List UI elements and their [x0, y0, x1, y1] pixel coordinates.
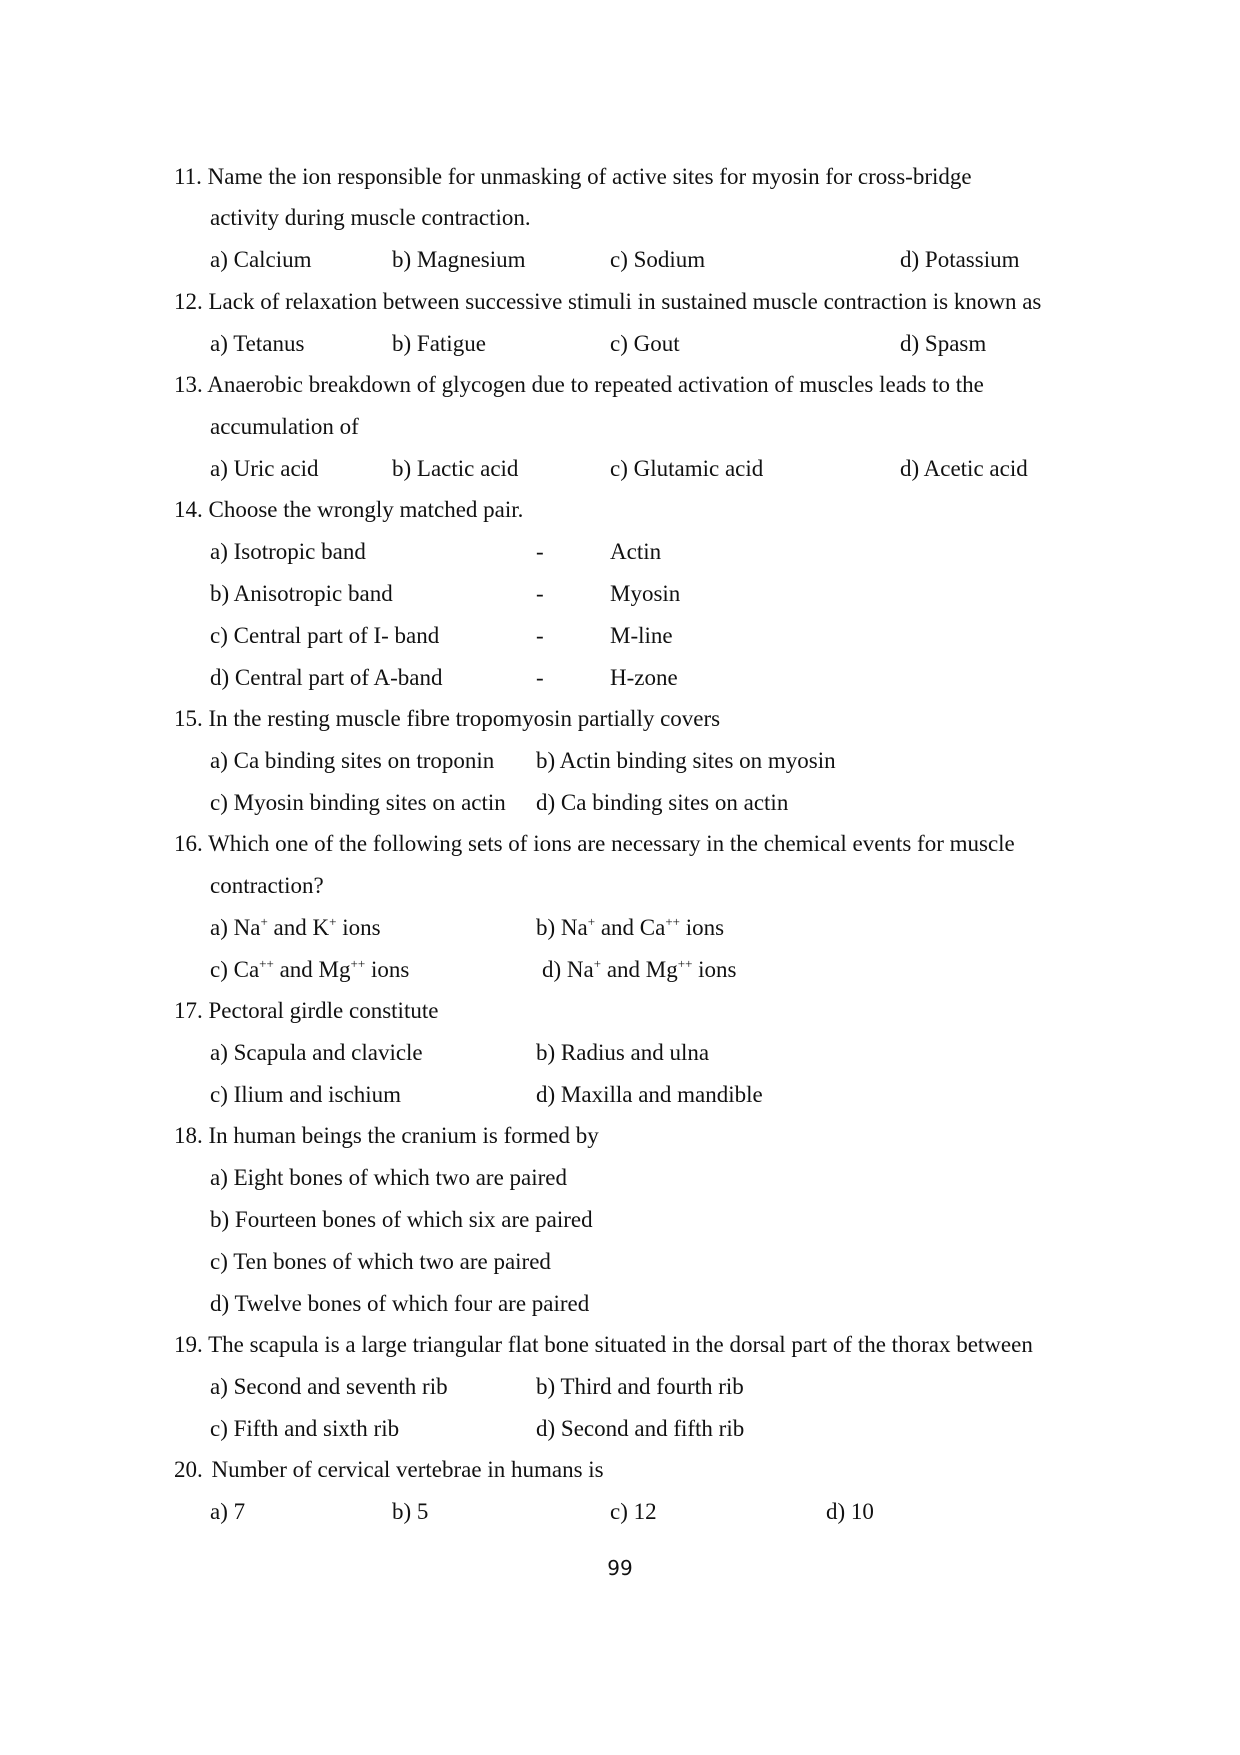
question-number: 12. [174, 289, 203, 314]
question-text: Name the ion responsible for unmasking of active sites for myosin for cross-bridge [207, 164, 972, 189]
pair-left: d) Central part of A-band [210, 665, 443, 690]
question-text: Anaerobic breakdown of glycogen due to repeated activation of muscles leads to the [207, 372, 984, 397]
question-text: In human beings the cranium is formed by [208, 1123, 599, 1148]
option-a: a) Second and seventh rib [210, 1374, 448, 1399]
question-18 [174, 1124, 599, 1147]
option-c: c) Gout [610, 331, 680, 356]
option-d: d) 10 [826, 1499, 874, 1524]
option-c [210, 958, 409, 981]
question-number: 11. [174, 164, 202, 189]
charge-superscript: + [329, 914, 337, 929]
charge-superscript: ++ [259, 956, 274, 971]
question-number: 14. [174, 497, 203, 522]
charge-superscript: ++ [350, 956, 366, 971]
option-text: ions [680, 915, 725, 940]
option-d: d) Twelve bones of which four are paired [210, 1291, 590, 1316]
option-d: d) Maxilla and mandible [536, 1082, 763, 1107]
question-text: Choose the wrongly matched pair. [208, 497, 524, 522]
question-number: 17. [174, 998, 203, 1023]
option-b: b) Fourteen bones of which six are paired [210, 1207, 593, 1232]
option-d: d) Second and fifth rib [536, 1416, 745, 1441]
question-19 [174, 1333, 1033, 1356]
question-number: 15. [174, 706, 203, 731]
question-number: 13. [174, 372, 203, 397]
option-b: b) Actin binding sites on myosin [536, 748, 836, 773]
option-d: d) Potassium [900, 247, 1020, 272]
option-c: c) Ilium and ischium [210, 1082, 401, 1107]
option-b [536, 916, 724, 939]
question-14 [174, 498, 523, 521]
pair-dash: - [536, 539, 544, 564]
option-a [210, 916, 381, 939]
option-d: d) Acetic acid [900, 456, 1028, 481]
charge-superscript: + [593, 956, 602, 971]
option-a: a) Uric acid [210, 456, 319, 481]
question-number: 18. [174, 1123, 203, 1148]
question-12 [174, 290, 1041, 313]
question-text-continued: contraction? [210, 873, 324, 898]
option-b: b) Lactic acid [392, 456, 519, 481]
question-text-continued: accumulation of [210, 414, 359, 439]
option-a: a) Ca binding sites on troponin [210, 748, 495, 773]
charge-superscript: ++ [677, 956, 693, 971]
question-text: Pectoral girdle constitute [208, 998, 439, 1023]
page-number: 99 [607, 1556, 633, 1580]
option-c: c) 12 [610, 1499, 657, 1524]
pair-right: H-zone [610, 665, 678, 690]
pair-dash: - [536, 623, 544, 648]
question-11 [174, 165, 972, 188]
option-b: b) 5 [392, 1499, 429, 1524]
question-number: 20. [174, 1457, 203, 1482]
pair-left: a) Isotropic band [210, 539, 366, 564]
charge-superscript: + [587, 914, 596, 929]
pair-left: b) Anisotropic band [210, 581, 393, 606]
question-number: 19. [174, 1332, 203, 1357]
option-a: a) 7 [210, 1499, 246, 1524]
pair-right: M-line [610, 623, 673, 648]
option-text: and K [267, 915, 330, 940]
pair-right: Actin [610, 539, 662, 564]
question-text: Which one of the following sets of ions are necessary in the chemical events for muscle [208, 831, 1015, 856]
pair-left: c) Central part of I- band [210, 623, 440, 648]
question-text: In the resting muscle fibre tropomyosin partially covers [208, 706, 721, 731]
option-text: ions [692, 957, 737, 982]
option-d: d) Ca binding sites on actin [536, 790, 789, 815]
question-15 [174, 707, 720, 730]
option-text: and Mg [273, 957, 351, 982]
option-b: b) Radius and ulna [536, 1040, 710, 1065]
option-d [542, 958, 737, 981]
option-text: and Mg [601, 957, 678, 982]
question-17 [174, 999, 438, 1022]
option-d: d) Spasm [900, 331, 987, 356]
pair-dash: - [536, 581, 544, 606]
question-16 [174, 832, 1015, 855]
option-b: b) Fatigue [392, 331, 486, 356]
option-a: a) Eight bones of which two are paired [210, 1165, 568, 1190]
option-text: d) Na [542, 957, 594, 982]
option-b: b) Third and fourth rib [536, 1374, 744, 1399]
question-13 [174, 373, 984, 396]
option-text: a) Na [210, 915, 261, 940]
question-number: 16. [174, 831, 203, 856]
option-text: ions [336, 915, 381, 940]
option-c: c) Glutamic acid [610, 456, 764, 481]
pair-right: Myosin [610, 581, 681, 606]
charge-superscript: ++ [665, 914, 681, 929]
option-text: c) Ca [210, 957, 260, 982]
charge-superscript: + [260, 914, 268, 929]
question-20 [174, 1458, 604, 1481]
question-text: Number of cervical vertebrae in humans is [211, 1457, 604, 1482]
option-c: c) Ten bones of which two are paired [210, 1249, 551, 1274]
option-a: a) Tetanus [210, 331, 305, 356]
option-c: c) Myosin binding sites on actin [210, 790, 506, 815]
option-c: c) Fifth and sixth rib [210, 1416, 400, 1441]
option-b: b) Magnesium [392, 247, 526, 272]
question-text-continued: activity during muscle contraction. [210, 205, 531, 230]
option-c: c) Sodium [610, 247, 706, 272]
question-text: Lack of relaxation between successive stimuli in sustained muscle contraction is known as [208, 289, 1042, 314]
option-text: and Ca [595, 915, 666, 940]
option-text: b) Na [536, 915, 588, 940]
pair-dash: - [536, 665, 544, 690]
option-a: a) Scapula and clavicle [210, 1040, 423, 1065]
question-text: The scapula is a large triangular flat bone situated in the dorsal part of the thorax between [208, 1332, 1033, 1357]
option-a: a) Calcium [210, 247, 312, 272]
option-text: ions [365, 957, 410, 982]
